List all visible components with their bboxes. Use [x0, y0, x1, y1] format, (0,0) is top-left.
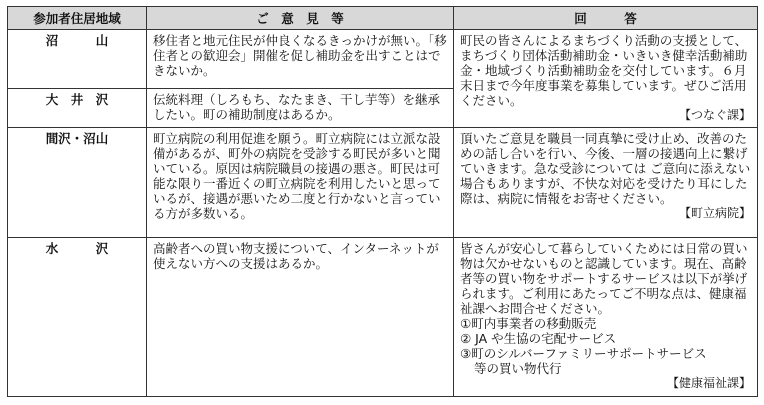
- list-item: ② JA や生協の宅配サービス: [460, 331, 617, 346]
- region-name: 水 沢: [45, 241, 109, 256]
- list-item: 等の買い物代行: [474, 361, 562, 376]
- table-row: [8, 238, 758, 397]
- answer-cell: [454, 238, 758, 397]
- opinion-cell: 伝統料理（しろもち、なたまき、干し芋等）を継承したい。町の補助制度はあるか。: [147, 89, 454, 128]
- department-tag: 【つなぐ課】: [678, 108, 751, 122]
- region-name: 大 井 沢: [45, 92, 109, 107]
- list-item: ③町のシルバーファミリーサポートサービス: [460, 346, 707, 361]
- header-opinion: ご 意 見 等: [147, 7, 454, 30]
- header-answer: 回 答: [454, 7, 758, 30]
- region-name: 沼 山: [45, 33, 109, 48]
- header-region: 参加者住居地域: [8, 7, 147, 30]
- header-row: [8, 7, 758, 30]
- department-tag: 【健康福祉課】: [666, 376, 751, 390]
- region-cell: [8, 89, 147, 128]
- region-name: 間沢・沼山: [45, 131, 109, 146]
- region-cell: [8, 30, 147, 89]
- table-row: [8, 30, 758, 89]
- answer-text: 町民の皆さんによるまちづくり活動の支援として、まちづくり団体活動補助金・いきいき健幸活動補助金・地域づくり活動補助金を交付しています。６月末日まで今年度事業を募集しています。ぜひご活用ください。: [460, 33, 748, 108]
- answer-text: 頂いたご意見を職員一同真摯に受け止め、改善のための話し合いを行い、今後、一層の接遇向上に繋げていきます。急な受診については ご意向に添えない場合もありますが、不快な対応を受けたり耳にした際は、病院に情報をお寄せください。: [460, 131, 751, 206]
- answer-cell: [454, 128, 758, 238]
- service-list: [460, 316, 751, 376]
- qa-table: [7, 6, 758, 397]
- department-tag: 【町立病院】: [678, 206, 751, 220]
- opinion-cell: 高齢者への買い物支援について、インターネットが使えない方への支援はあるか。: [147, 238, 454, 397]
- list-item: ①町内事業者の移動販売: [460, 316, 597, 331]
- answer-text: 皆さんが安心して暮らしていくためには日常の買い物は欠かせないものと認識しています。現在、高齢者等の買い物をサポートするサービスは以下が挙げられます。ご利用にあたってご不明な点は、健康福祉課へお問合せください。: [460, 241, 748, 316]
- region-cell: [8, 238, 147, 397]
- opinion-cell: 移住者と地元住民が仲良くなるきっかけが無い。「移住者との歓迎会」開催を促し補助金を出すことはできないか。: [147, 30, 454, 89]
- region-cell: [8, 128, 147, 238]
- opinion-cell: 町立病院の利用促進を願う。町立病院には立派な設備があるが、町外の病院を受診する町民が多いと聞いている。原因は病院職員の接遇の悪さ。町民は可能な限り一番近くの町立病院を利用したいと思っているが、接遇が悪いため二度と行かないと言っている方が多数いる。: [147, 128, 454, 238]
- answer-cell: [454, 30, 758, 128]
- table-row: [8, 128, 758, 238]
